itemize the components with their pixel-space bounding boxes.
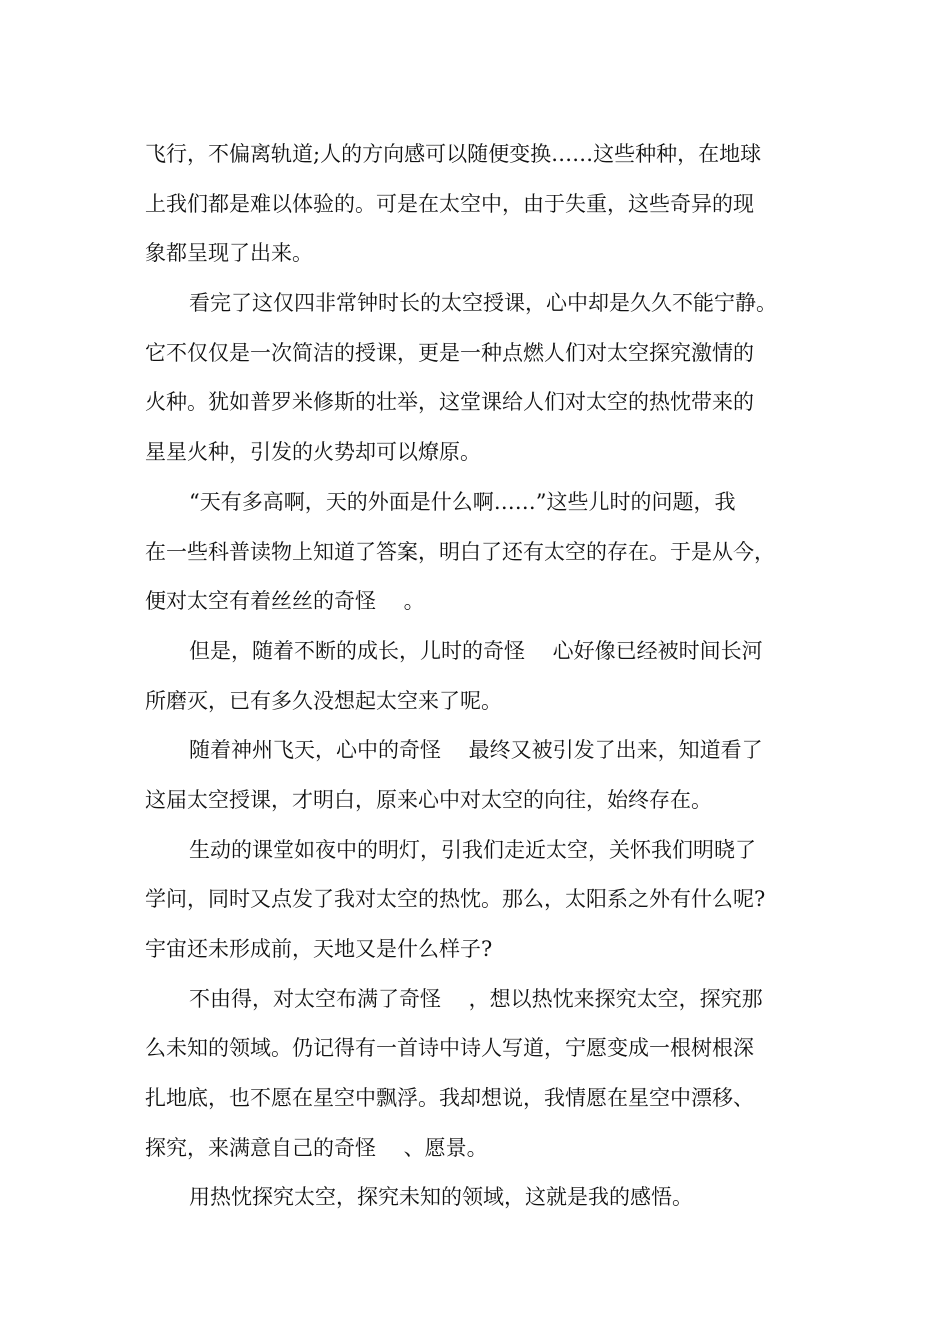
text-line: 火种。犹如普罗米修斯的壮举，这堂课给人们对太空的热忱带来的 (145, 390, 754, 415)
paragraph-start-line: 不由得，对太空布满了奇怪 ，想以热忱来探究太空，探究那 (189, 986, 763, 1011)
paragraph-start-line: 但是，随着不断的成长，儿时的奇怪 心好像已经被时间长河 (189, 638, 763, 663)
text-line: 它不仅仅是一次简洁的授课，更是一种点燃人们对太空探究激情的 (145, 340, 754, 365)
text-line: 学问，同时又点发了我对太空的热忱。那么，太阳系之外有什么呢? (145, 887, 766, 912)
text-line: 宇宙还未形成前，天地又是什么样子? (145, 937, 493, 961)
text-line: 上我们都是难以体验的。可是在太空中，由于失重，这些奇异的现 (145, 191, 754, 216)
text-line: 飞行，不偏离轨道;人的方向感可以随便变换……这些种种，在地球 (145, 142, 762, 166)
paragraph-start-line: 生动的课堂如夜中的明灯，引我们走近太空，关怀我们明晓了 (189, 837, 756, 862)
paragraph-start-line: 用热忱探究太空，探究未知的领域，这就是我的感悟。 (189, 1185, 693, 1210)
text-line: 扎地底，也不愿在星空中飘浮。我却想说，我情愿在星空中漂移、 (145, 1086, 754, 1111)
paragraph-start-line: “天有多高啊，天的外面是什么啊……”这些儿时的问题，我 (189, 489, 736, 514)
text-line: 星星火种，引发的火势却可以燎原。 (145, 440, 481, 465)
text-line: 所磨灭，已有多久没想起太空来了呢。 (145, 688, 502, 713)
text-line: 象都呈现了出来。 (145, 241, 313, 266)
text-line: 这届太空授课，才明白，原来心中对太空的向往，始终存在。 (145, 787, 712, 812)
paragraph-start-line: 看完了这仅四非常钟时长的太空授课，心中却是久久不能宁静。 (189, 291, 777, 316)
essay-body (145, 130, 815, 1223)
paragraph-start-line: 随着神州飞天，心中的奇怪 最终又被引发了出来，知道看了 (189, 738, 763, 763)
text-line: 在一些科普读物上知道了答案，明白了还有太空的存在。于是从今， (145, 539, 775, 564)
text-line: 探究，来满意自己的奇怪 、愿景。 (145, 1135, 488, 1160)
text-line: 么未知的领域。仍记得有一首诗中诗人写道，宁愿变成一根树根深 (145, 1036, 754, 1061)
text-line: 便对太空有着丝丝的奇怪 。 (145, 589, 425, 614)
